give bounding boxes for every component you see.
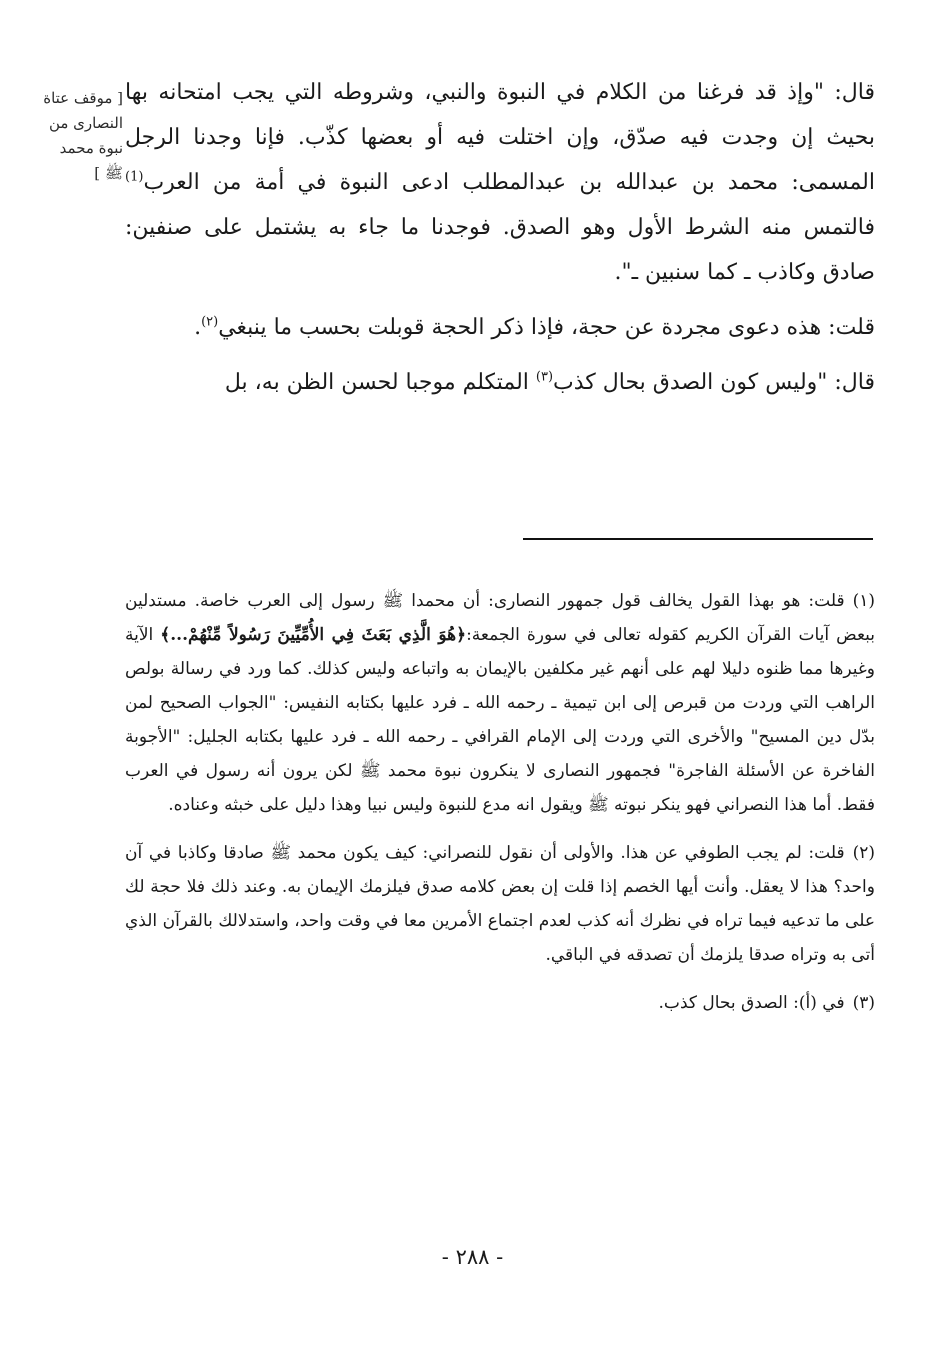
- margin-note: [18, 86, 123, 186]
- paragraph-1: [125, 70, 875, 295]
- footnote-ref-2: (٢): [201, 314, 219, 330]
- footnote-text: قلت: هو بهذا القول يخالف قول جمهور النصارى: أن محمدا ﷺ رسول إلى العرب خاصة. مستدلين ببعض آيات القرآن الكريم كقوله تعالى في سورة الجمعة:: [125, 591, 876, 645]
- footnotes: [125, 584, 875, 1034]
- footnote-text: الآية وغيرها مما ظنوه دليلا لهم على أنهم غير مكلفين بالإيمان به واتباعه وليس كذلك. كما ورد في رسالة بولص الراهب التي وردت من قبرص إلى ابن تيمية ـ رحمه الله ـ فرد عليها بكتابه النفيس: "الجواب الصحيح لمن بدّل دين المسيح" والأخرى التي وردت إلى الإمام القرافي ـ رحمه الله ـ فرد عليها بكتابه الجليل: "الأجوبة الفاخرة عن الأسئلة الفاجرة" فجمهور النصارى لا ينكرون نبوة محمد ﷺ لكن يرون أنه رسول في العرب فقط. أما هذا النصراني فهو ينكر نبوته ﷺ ويقول انه مدع للنبوة وليس نبيا وهذا دليل على خبثه وعناده.: [125, 625, 875, 815]
- footnote-ref-3: (٣): [535, 369, 554, 385]
- footnote-ref-1: (1): [125, 169, 144, 185]
- footnote-1: [125, 584, 875, 822]
- paragraph-text: قلت: هذه دعوى مجردة عن حجة، فإذا ذكر الحجة قوبلت بحسب ما ينبغي: [218, 315, 875, 340]
- margin-note-line: [ موقف عتاة: [43, 89, 123, 107]
- paragraph-text: قال: "وإذ قد فرغنا من الكلام في النبوة والنبي، وشروطه التي يجب امتحانه بها بحيث إن وجدت فيه صدّق، وإن اختلت فيه أو بعضها كذّب. فإنا وجدنا الرجل المسمى: محمد بن عبدالله بن عبدالمطلب ادعى النبوة في أمة من العرب: [125, 80, 875, 195]
- main-text: [125, 70, 875, 415]
- margin-note-line: نبوة محمد: [59, 139, 123, 157]
- footnote-3: [125, 986, 875, 1020]
- page-number: - ٢٨٨ -: [441, 1245, 504, 1269]
- quran-quote: ﴿هُوَ الَّذِي بَعَثَ فِي الأُمِّيِّينَ رَسُولاً مِّنْهُمْ...﴾: [160, 625, 467, 645]
- footnote-2: [125, 836, 875, 972]
- paragraph-2: [125, 305, 875, 350]
- footnote-text: قلت: لم يجب الطوفي عن هذا. والأولى أن نقول للنصراني: كيف يكون محمد ﷺ صادقا وكاذبا في آن واحد؟ هذا لا يعقل. وأنت أيها الخصم إذا قلت إن بعض كلامه صدق فيلزمك الإيمان به. وعند ذلك فلا حجة لك على ما تدعيه فيما تراه في نظرك أنه كذب لعدم اجتماع الأمرين معا في وقت واحد، واستدلالك بالقرآن الذي أتى به وتراه صدقا يلزمك أن تصدقه في الباقي.: [125, 843, 875, 965]
- paragraph-3: [125, 360, 875, 405]
- margin-note-line: النصارى من: [48, 114, 123, 132]
- footnote-number: (٣): [852, 993, 875, 1013]
- margin-note-line: ﷺ ]: [94, 164, 123, 182]
- footnote-divider: [523, 538, 873, 540]
- paragraph-text: قال: "وليس كون الصدق بحال كذب: [553, 370, 875, 395]
- footnote-number: (٢): [852, 843, 875, 863]
- paragraph-text: .: [194, 315, 202, 340]
- paragraph-text: المتكلم موجبا لحسن الظن به، بل: [224, 370, 536, 395]
- paragraph-text: فالتمس منه الشرط الأول وهو الصدق. فوجدنا ما جاء به يشتمل على صنفين: صادق وكاذب ـ كما سنبين ـ".: [125, 215, 875, 285]
- footnote-text: في (أ): الصدق بحال كذب.: [658, 993, 845, 1013]
- footnote-number: (١): [852, 591, 875, 611]
